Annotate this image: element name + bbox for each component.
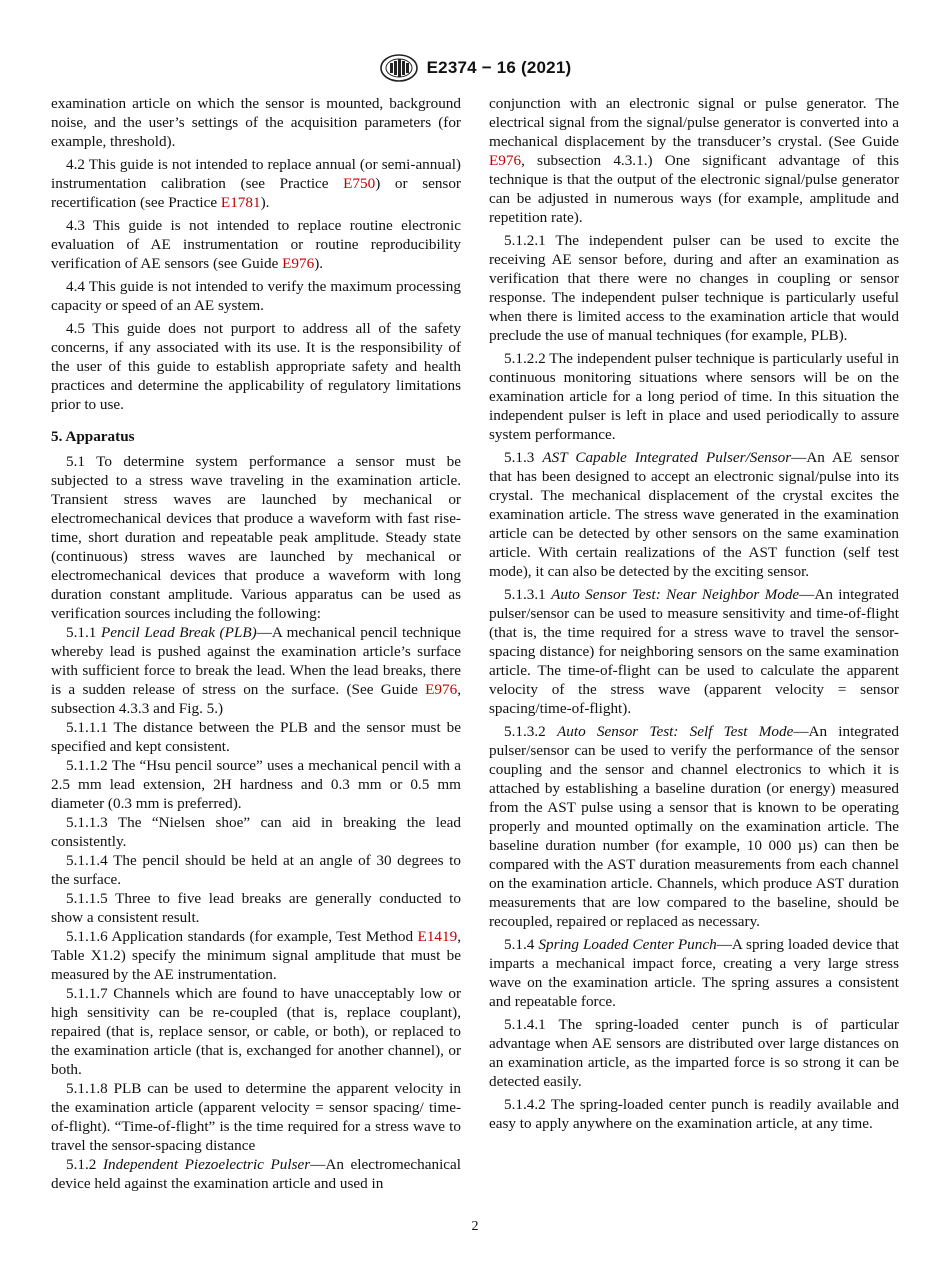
paragraph-5-1-4-2: 5.1.4.2 The spring-loaded center punch is readily available and easy to apply anywhere on the examination article, at any time. — [489, 1096, 899, 1132]
paragraph-5-1-1-5: 5.1.1.5 Three to five lead breaks are generally conducted to show a consistent result. — [51, 890, 461, 926]
paragraph-5-1-1-7: 5.1.1.7 Channels which are found to have unacceptably low or high sensitivity can be re-coupled (that is, replace couplant), repaired (that is, replace sensor, or cable, or both), or replaced to the examination article (that is, exchanged for another channel), or both. — [51, 985, 461, 1078]
paragraph-5-1-1: 5.1.1 Pencil Lead Break (PLB)—A mechanical pencil technique whereby lead is pushed against the examination article’s surface with sufficient force to break the lead. When the lead breaks, there is a sudden release of stress on the surface. (See Guide E976, subsection 4.3.3 and Fig. 5.) — [51, 624, 462, 717]
paragraph-4-4: 4.4 This guide is not intended to verify the maximum processing capacity or speed of an AE system. — [51, 278, 461, 314]
paragraph-5-1-3: 5.1.3 AST Capable Integrated Pulser/Sensor—An AE sensor that has been designed to accept an electronic signal/pulse into its crystal. The mechanical displacement of the crystal excites the examination article. The stress wave generated in the examination article can be detected by other sensors on the same examination article. With certain realizations of the AST function (self test mode), it can also be detected by the exciting sensor. — [489, 449, 900, 580]
link-e976[interactable]: E976 — [425, 681, 458, 698]
link-e1419[interactable]: E1419 — [417, 928, 458, 945]
paragraph-5-1-2: 5.1.2 Independent Piezoelectric Pulser—An electromechanical device held against the examination article and used in — [51, 1156, 461, 1192]
link-e976[interactable]: E976 — [282, 255, 315, 272]
paragraph-5-1-1-8: 5.1.1.8 PLB can be used to determine the apparent velocity in the examination article (apparent velocity = sensor spacing/ time-of-flight). “Time-of-flight” is the time required for a stress wave to travel the sensor-spacing distance — [51, 1080, 461, 1154]
link-e1781[interactable]: E1781 — [220, 194, 261, 211]
paragraph-5-1-3-1: 5.1.3.1 Auto Sensor Test: Near Neighbor Mode—An integrated pulser/sensor can be used to measure sensitivity and time-of-flight (that is, the time required for a stress wave to travel the sensor-spacing distance) for neighboring sensors on the same examination article. The time-of-flight can be used to calculate the apparent velocity of the stress wave (apparent velocity = sensor spacing/time-of-flight). — [489, 586, 899, 717]
paragraph-5-1-4: 5.1.4 Spring Loaded Center Punch—A spring loaded device that imparts a mechanical impact force, creating a very large stress wave on the examination article. The spring assures a consistent and repeatable force. — [489, 936, 899, 1010]
paragraph-5-1-1-1: 5.1.1.1 The distance between the PLB and the sensor must be specified and kept consistent. — [51, 719, 461, 755]
paragraph-5-1-2-continued: conjunction with an electronic signal or pulse generator. The electrical signal from the signal/pulse generator is converted into a mechanical displacement by the transducer’s crystal. (See Guide E976, subsection 4.3.1.) One significant advantage of this technique is that the output of the electronic signal/pulse generator can be adjusted in numerous ways (for example, amplitude and repetition rate). — [489, 95, 899, 226]
paragraph-4-3: 4.3 This guide is not intended to replace routine electronic evaluation of AE instrumentation or routine reproducibility verification of AE sensors (see Guide E976). — [51, 217, 461, 272]
paragraph-4-5: 4.5 This guide does not purport to address all of the safety concerns, if any associated with its use. It is the responsibility of the user of this guide to establish appropriate safety and health practices and determine the applicability of regulatory limitations prior to use. — [51, 320, 461, 413]
paragraph-5-1-1-3: 5.1.1.3 The “Nielsen shoe” can aid in breaking the lead consistently. — [51, 814, 461, 850]
paragraph-5-1-3-2: 5.1.3.2 Auto Sensor Test: Self Test Mode—An integrated pulser/sensor can be used to verify the performance of the sensor coupling and the sensor and channel electronics to which it is attached by establishing a baseline duration (or energy) measured from the AST pulse using a sensor that is known to be operating properly and mounted optimally on the examination article. The baseline duration number (for example, 10 000 µs) can then be compared with the AST duration measurements from each channel on the examination article. Channels, which produce AST duration measurements that are low compared to the baseline, should be recoupled, repaired or replaced as necessary. — [489, 723, 899, 930]
paragraph-5-1-4-1: 5.1.4.1 The spring-loaded center punch is of particular advantage when AE sensors are distributed over large distances on an examination article, as the imparted force is so strong it can be detected easily. — [489, 1016, 899, 1090]
left-column — [51, 94, 461, 1193]
paragraph-4-1-continued: examination article on which the sensor is mounted, background noise, and the user’s settings of the acquisition parameters (for example, threshold). — [51, 95, 461, 150]
paragraph-4-2: 4.2 This guide is not intended to replace annual (or semi-annual) instrumentation calibration (see Practice E750) or sensor recertification (see Practice E1781). — [51, 156, 461, 211]
document-id: E2374 − 16 (2021) — [426, 58, 572, 77]
paragraph-5-1-1-2: 5.1.1.2 The “Hsu pencil source” uses a mechanical pencil with a 2.5 mm lead extension, 2H hardness and 0.3 mm or 0.5 mm diameter (0.3 mm is preferred). — [51, 757, 461, 812]
astm-logo-icon — [379, 53, 419, 83]
paragraph-5-1-2-1: 5.1.2.1 The independent pulser can be used to excite the receiving AE sensor before, during and after an examination as verification that there were no changes in coupling or sensor response. The independent pulser technique is particularly useful when there is limited access to the examination article that would preclude the use of manual techniques (for example, PLB). — [489, 232, 899, 344]
link-e750[interactable]: E750 — [343, 175, 376, 192]
paragraph-5-1-1-6: 5.1.1.6 Application standards (for example, Test Method E1419, Table X1.2) specify the minimum signal amplitude that must be measured by the AE instrumentation. — [51, 928, 461, 983]
link-e976[interactable]: E976 — [489, 152, 522, 169]
page-number: 2 — [471, 1219, 479, 1234]
right-column — [489, 94, 899, 1133]
page-header — [0, 50, 950, 86]
paragraph-5-1: 5.1 To determine system performance a sensor must be subjected to a stress wave traveling in the examination article. Transient stress waves are launched by mechanical or electromechanical devices that produce a waveform with fast rise-time, short duration and repeatable peak amplitude. Steady state (continuous) stress waves are launched by mechanical or electromechanical devices that produce a waveform with long duration constant amplitude. Various apparatus can be used as verification sources including the following: — [51, 453, 461, 622]
paragraph-5-1-1-4: 5.1.1.4 The pencil should be held at an angle of 30 degrees to the surface. — [51, 852, 461, 888]
paragraph-5-1-2-2: 5.1.2.2 The independent pulser technique is particularly useful in continuous monitoring situations where sensors will be on the examination article for a long period of time. In this situation the independent pulser is left in place and used periodically to assure system performance. — [489, 350, 899, 443]
section-heading-apparatus: 5. Apparatus — [51, 428, 135, 445]
